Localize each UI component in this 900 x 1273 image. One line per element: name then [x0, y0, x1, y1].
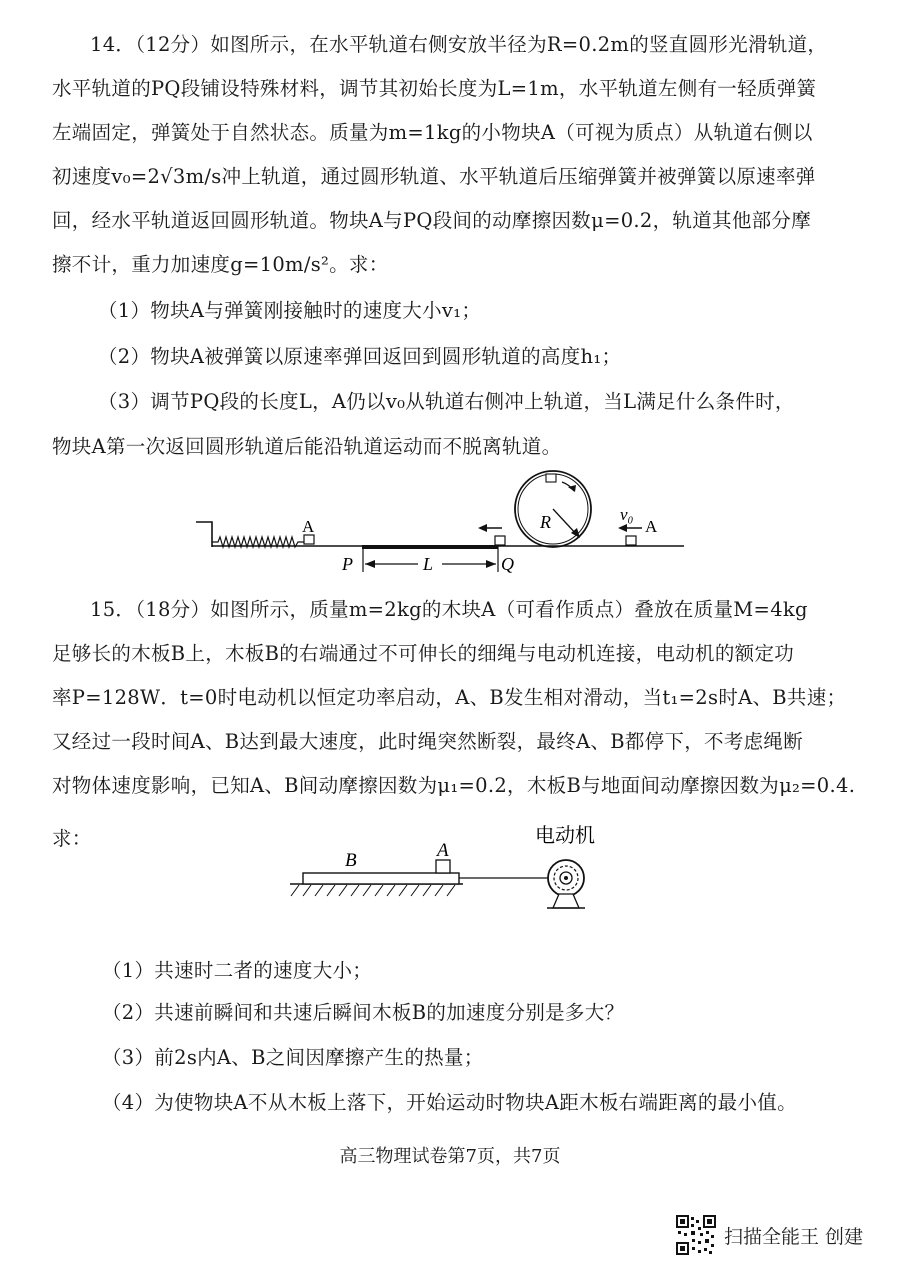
q14-part-1: （1）物块A与弹簧刚接触时的速度大小v₁；: [98, 299, 482, 322]
label-p: P: [342, 554, 353, 574]
q14-line-1: 14．（12分）如图所示，在水平轨道右侧安放半径为R=0.2m的竖直圆形光滑轨道，: [90, 33, 828, 56]
q15-part-3: （3）前2s内A、B之间因摩擦产生的热量；: [102, 1046, 484, 1069]
q14-part-2: （2）物块A被弹簧以原速率弹回返回到圆形轨道的高度h₁；: [98, 345, 622, 368]
q15-line-2: 足够长的木板B上，木板B的右端通过不可伸长的细绳与电动机连接，电动机的额定功: [52, 642, 795, 665]
block-top: [546, 474, 556, 482]
label-a-right: A: [645, 517, 658, 536]
q15-part-2: （2）共速前瞬间和共速后瞬间木板B的加速度分别是多大？: [102, 1001, 625, 1024]
q15-line-3: 率P=128W．t=0时电动机以恒定功率启动，A、B发生相对滑动，当t₁=2s时A、B共速；: [52, 686, 847, 709]
q15-part-4: （4）为使物块A不从木板上落下，开始运动时物块A距木板右端距离的最小值。: [102, 1091, 797, 1114]
q14-line-6: 擦不计，重力加速度g=10m/s²。求：: [52, 253, 389, 276]
label-v0: v₀: [620, 505, 634, 524]
block-a-left: [304, 535, 314, 544]
label-l: L: [423, 554, 434, 574]
block-at-q: [495, 536, 505, 545]
spring-wall: [196, 522, 212, 547]
ground-hatching: [291, 885, 455, 896]
label-q: Q: [501, 554, 514, 574]
q15-line-6: 求：: [52, 827, 92, 850]
label-motor: 电动机: [535, 825, 595, 847]
q14-figure: [190, 470, 690, 580]
q14-part-3: （3）调节PQ段的长度L，A仍以v₀从轨道右侧冲上轨道，当L满足什么条件时，: [98, 390, 795, 413]
block-a-right: [626, 536, 636, 545]
label-a: A: [437, 840, 449, 861]
motor: [547, 860, 585, 908]
q14-line-2: 水平轨道的PQ段铺设特殊材料，调节其初始长度为L=1m，水平轨道左侧有一轻质弹簧: [52, 77, 817, 100]
block-a: [436, 860, 450, 873]
q15-line-5: 对物体速度影响，已知A、B间动摩擦因数为μ₁=0.2，木板B与地面间动摩擦因数为μ₂=0.4.: [52, 774, 856, 797]
board-b: [303, 873, 459, 884]
q14-line-4: 初速度v₀=2√3m/s冲上轨道，通过圆形轨道、水平轨道后压缩弹簧并被弹簧以原速率弹: [52, 165, 816, 188]
q15-figure: [285, 818, 615, 918]
q14-line-5: 回，经水平轨道返回圆形轨道。物块A与PQ段间的动摩擦因数μ=0.2，轨道其他部分摩: [52, 209, 812, 232]
label-a-left: A: [302, 517, 315, 536]
watermark-text: 扫描全能王 创建: [724, 1225, 864, 1248]
page-footer: 高三物理试卷第7页，共7页: [339, 1146, 561, 1167]
scanner-watermark: [676, 1215, 863, 1255]
q14-part-3-cont: 物块A第一次返回圆形轨道后能沿轨道运动而不脱离轨道。: [52, 435, 562, 458]
qr-code-icon: [676, 1215, 716, 1255]
q15-part-1: （1）共速时二者的速度大小；: [102, 959, 373, 982]
label-b: B: [345, 850, 357, 871]
q14-line-3: 左端固定，弹簧处于自然状态。质量为m=1kg的小物块A（可视为质点）从轨道右侧以: [52, 121, 813, 144]
label-r: R: [540, 512, 551, 532]
q15-line-4: 又经过一段时间A、B达到最大速度，此时绳突然断裂，最终A、B都停下，不考虑绳断: [52, 730, 804, 753]
q15-line-1: 15．（18分）如图所示，质量m=2kg的木块A（可看作质点）叠放在质量M=4kg: [90, 598, 808, 621]
